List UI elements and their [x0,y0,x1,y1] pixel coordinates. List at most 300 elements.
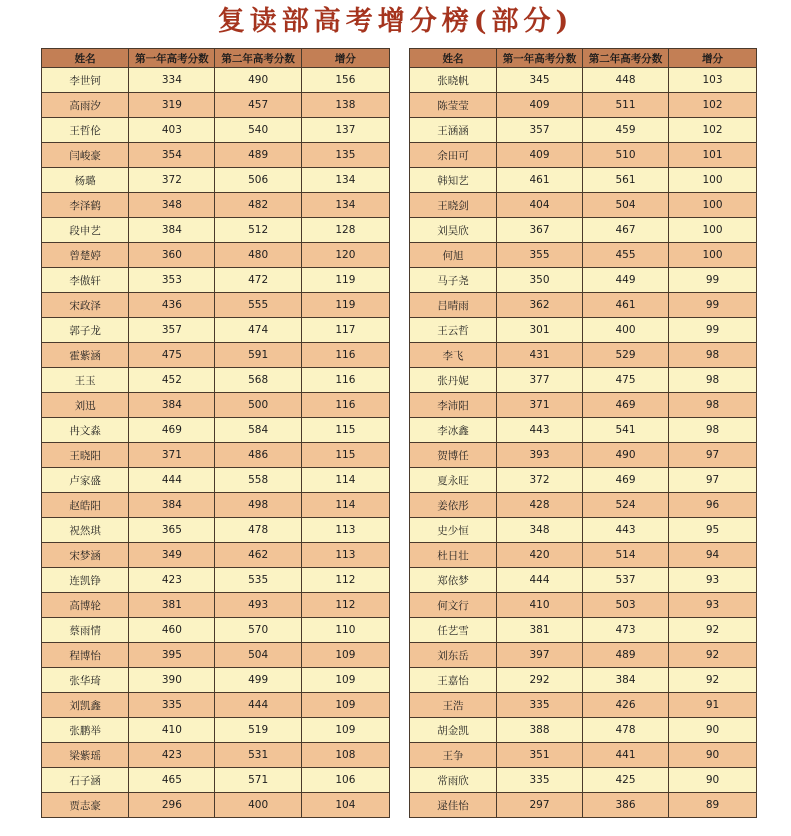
cell-name: 史少恒 [410,518,497,543]
cell-score-increase: 90 [669,743,757,768]
cell-second-year-score: 384 [583,668,669,693]
cell-first-year-score: 345 [497,68,583,93]
cell-second-year-score: 541 [583,418,669,443]
cell-second-year-score: 386 [583,793,669,818]
cell-score-increase: 108 [301,743,389,768]
table-row [42,368,390,393]
cell-score-increase: 92 [669,668,757,693]
cell-score-increase: 134 [301,168,389,193]
cell-name: 马子尧 [410,268,497,293]
cell-second-year-score: 500 [215,393,301,418]
cell-score-increase: 98 [669,343,757,368]
cell-second-year-score: 555 [215,293,301,318]
cell-second-year-score: 540 [215,118,301,143]
cell-name: 张丹妮 [410,368,497,393]
cell-first-year-score: 349 [129,543,215,568]
table-row [42,343,390,368]
cell-score-increase: 114 [301,468,389,493]
cell-score-increase: 134 [301,193,389,218]
header-name: 姓名 [42,49,129,68]
header-second-year-score: 第二年高考分数 [215,49,301,68]
cell-score-increase: 116 [301,343,389,368]
cell-name: 余田可 [410,143,497,168]
table-row [410,718,757,743]
cell-second-year-score: 537 [583,568,669,593]
cell-score-increase: 98 [669,368,757,393]
cell-second-year-score: 400 [583,318,669,343]
cell-name: 王云哲 [410,318,497,343]
cell-second-year-score: 535 [215,568,301,593]
table-row [410,643,757,668]
cell-score-increase: 97 [669,468,757,493]
cell-name: 常雨欣 [410,768,497,793]
table-row [410,768,757,793]
cell-name: 王涵涵 [410,118,497,143]
cell-first-year-score: 384 [129,493,215,518]
cell-second-year-score: 425 [583,768,669,793]
cell-score-increase: 138 [301,93,389,118]
cell-name: 李沛阳 [410,393,497,418]
cell-score-increase: 116 [301,393,389,418]
cell-second-year-score: 480 [215,243,301,268]
cell-score-increase: 156 [301,68,389,93]
cell-score-increase: 97 [669,443,757,468]
cell-score-increase: 109 [301,693,389,718]
cell-second-year-score: 512 [215,218,301,243]
cell-name: 逯佳怡 [410,793,497,818]
header-second-year-score: 第二年高考分数 [583,49,669,68]
table-row [42,593,390,618]
cell-first-year-score: 444 [497,568,583,593]
cell-name: 赵皓阳 [42,493,129,518]
cell-first-year-score: 388 [497,718,583,743]
cell-name: 卢家盛 [42,468,129,493]
cell-first-year-score: 335 [497,768,583,793]
cell-first-year-score: 348 [497,518,583,543]
cell-second-year-score: 441 [583,743,669,768]
cell-score-increase: 99 [669,268,757,293]
table-row [410,68,757,93]
cell-first-year-score: 371 [129,443,215,468]
cell-first-year-score: 292 [497,668,583,693]
cell-first-year-score: 410 [497,593,583,618]
cell-name: 刘东岳 [410,643,497,668]
cell-score-increase: 90 [669,768,757,793]
cell-second-year-score: 472 [215,268,301,293]
cell-second-year-score: 457 [215,93,301,118]
cell-name: 杨璐 [42,168,129,193]
cell-second-year-score: 400 [215,793,301,818]
table-row [42,143,390,168]
cell-score-increase: 98 [669,418,757,443]
header-score-increase: 增分 [301,49,389,68]
cell-name: 王嘉怡 [410,668,497,693]
cell-first-year-score: 351 [497,743,583,768]
cell-name: 任艺雪 [410,618,497,643]
cell-name: 贺博任 [410,443,497,468]
cell-first-year-score: 475 [129,343,215,368]
cell-name: 韩知艺 [410,168,497,193]
cell-first-year-score: 360 [129,243,215,268]
table-row [42,318,390,343]
cell-first-year-score: 319 [129,93,215,118]
cell-second-year-score: 443 [583,518,669,543]
table-row [410,318,757,343]
cell-second-year-score: 469 [583,393,669,418]
cell-first-year-score: 381 [497,618,583,643]
table-row [410,543,757,568]
cell-score-increase: 98 [669,393,757,418]
cell-first-year-score: 335 [497,693,583,718]
cell-name: 吕晴雨 [410,293,497,318]
cell-second-year-score: 510 [583,143,669,168]
cell-first-year-score: 381 [129,593,215,618]
cell-second-year-score: 504 [215,643,301,668]
cell-first-year-score: 334 [129,68,215,93]
table-row [42,468,390,493]
cell-name: 高雨汐 [42,93,129,118]
cell-first-year-score: 357 [497,118,583,143]
cell-score-increase: 103 [669,68,757,93]
cell-name: 张鹏举 [42,718,129,743]
cell-first-year-score: 355 [497,243,583,268]
cell-score-increase: 109 [301,643,389,668]
cell-second-year-score: 462 [215,543,301,568]
table-row [42,393,390,418]
cell-first-year-score: 423 [129,568,215,593]
cell-score-increase: 113 [301,543,389,568]
table-row [42,668,390,693]
table-row [42,493,390,518]
table-row [42,218,390,243]
cell-first-year-score: 390 [129,668,215,693]
table-row [410,143,757,168]
table-row [42,743,390,768]
cell-score-increase: 101 [669,143,757,168]
cell-score-increase: 94 [669,543,757,568]
cell-first-year-score: 469 [129,418,215,443]
cell-name: 王哲伦 [42,118,129,143]
cell-score-increase: 89 [669,793,757,818]
cell-second-year-score: 444 [215,693,301,718]
cell-first-year-score: 348 [129,193,215,218]
cell-first-year-score: 420 [497,543,583,568]
cell-second-year-score: 474 [215,318,301,343]
table-row [410,368,757,393]
cell-second-year-score: 568 [215,368,301,393]
cell-name: 段申艺 [42,218,129,243]
table-header-row [410,49,757,68]
cell-name: 何旭 [410,243,497,268]
table-row [410,343,757,368]
cell-name: 刘昊欣 [410,218,497,243]
cell-first-year-score: 423 [129,743,215,768]
cell-name: 李飞 [410,343,497,368]
table-row [42,643,390,668]
cell-second-year-score: 524 [583,493,669,518]
table-row [410,593,757,618]
cell-second-year-score: 426 [583,693,669,718]
cell-score-increase: 99 [669,318,757,343]
table-body-left [42,68,390,818]
cell-score-increase: 119 [301,293,389,318]
cell-second-year-score: 486 [215,443,301,468]
cell-second-year-score: 570 [215,618,301,643]
table-row [42,618,390,643]
cell-first-year-score: 353 [129,268,215,293]
cell-score-increase: 100 [669,168,757,193]
cell-first-year-score: 395 [129,643,215,668]
table-row [410,393,757,418]
cell-second-year-score: 558 [215,468,301,493]
page-title: 复读部高考增分榜(部分) [217,6,574,37]
header-first-year-score: 第一年高考分数 [129,49,215,68]
cell-score-increase: 109 [301,718,389,743]
cell-second-year-score: 514 [583,543,669,568]
cell-second-year-score: 490 [583,443,669,468]
cell-first-year-score: 403 [129,118,215,143]
cell-second-year-score: 448 [583,68,669,93]
cell-name: 冉文淼 [42,418,129,443]
table-row [42,268,390,293]
cell-second-year-score: 489 [215,143,301,168]
table-row [42,568,390,593]
cell-first-year-score: 354 [129,143,215,168]
cell-first-year-score: 301 [497,318,583,343]
table-row [42,168,390,193]
cell-first-year-score: 371 [497,393,583,418]
cell-first-year-score: 444 [129,468,215,493]
cell-score-increase: 109 [301,668,389,693]
cell-name: 刘凯鑫 [42,693,129,718]
table-row [410,218,757,243]
cell-score-increase: 92 [669,618,757,643]
table-row [42,443,390,468]
cell-first-year-score: 296 [129,793,215,818]
cell-name: 石子涵 [42,768,129,793]
table-row [42,718,390,743]
cell-second-year-score: 493 [215,593,301,618]
cell-score-increase: 135 [301,143,389,168]
cell-second-year-score: 506 [215,168,301,193]
table-row [410,443,757,468]
cell-name: 程博怡 [42,643,129,668]
cell-first-year-score: 443 [497,418,583,443]
cell-name: 姜依彤 [410,493,497,518]
cell-first-year-score: 350 [497,268,583,293]
table-row [42,543,390,568]
cell-first-year-score: 410 [129,718,215,743]
cell-score-increase: 112 [301,568,389,593]
cell-second-year-score: 461 [583,293,669,318]
cell-second-year-score: 459 [583,118,669,143]
table-row [42,93,390,118]
cell-name: 陈莹莹 [410,93,497,118]
cell-score-increase: 93 [669,568,757,593]
table-row [410,168,757,193]
cell-name: 宋梦涵 [42,543,129,568]
cell-score-increase: 100 [669,243,757,268]
cell-second-year-score: 473 [583,618,669,643]
cell-first-year-score: 460 [129,618,215,643]
cell-first-year-score: 404 [497,193,583,218]
cell-first-year-score: 431 [497,343,583,368]
table-row [410,268,757,293]
cell-name: 李傲轩 [42,268,129,293]
cell-second-year-score: 584 [215,418,301,443]
cell-name: 祝然琪 [42,518,129,543]
cell-score-increase: 137 [301,118,389,143]
cell-score-increase: 95 [669,518,757,543]
cell-score-increase: 100 [669,218,757,243]
cell-score-increase: 99 [669,293,757,318]
header-first-year-score: 第一年高考分数 [497,49,583,68]
cell-first-year-score: 428 [497,493,583,518]
cell-name: 胡金凯 [410,718,497,743]
cell-name: 王争 [410,743,497,768]
table-row [410,618,757,643]
cell-score-increase: 110 [301,618,389,643]
cell-second-year-score: 467 [583,218,669,243]
table-body-right [410,68,757,818]
cell-name: 王晓剑 [410,193,497,218]
cell-second-year-score: 482 [215,193,301,218]
cell-score-increase: 113 [301,518,389,543]
cell-score-increase: 112 [301,593,389,618]
table-row [42,693,390,718]
cell-score-increase: 119 [301,268,389,293]
table-row [42,293,390,318]
cell-name: 闫峻豪 [42,143,129,168]
cell-name: 张晓帆 [410,68,497,93]
cell-second-year-score: 478 [215,518,301,543]
cell-second-year-score: 498 [215,493,301,518]
table-row [42,243,390,268]
cell-score-increase: 92 [669,643,757,668]
cell-score-increase: 117 [301,318,389,343]
table-row [410,568,757,593]
cell-first-year-score: 452 [129,368,215,393]
cell-second-year-score: 591 [215,343,301,368]
header-name: 姓名 [410,49,497,68]
table-row [410,418,757,443]
cell-first-year-score: 393 [497,443,583,468]
cell-second-year-score: 478 [583,718,669,743]
table-row [410,743,757,768]
cell-name: 王晓阳 [42,443,129,468]
table-row [410,493,757,518]
table-row [410,518,757,543]
header-score-increase: 增分 [669,49,757,68]
cell-second-year-score: 455 [583,243,669,268]
cell-score-increase: 102 [669,118,757,143]
cell-second-year-score: 469 [583,468,669,493]
cell-second-year-score: 511 [583,93,669,118]
table-row [410,468,757,493]
cell-first-year-score: 367 [497,218,583,243]
cell-name: 李冰鑫 [410,418,497,443]
cell-first-year-score: 362 [497,293,583,318]
cell-score-increase: 91 [669,693,757,718]
table-row [42,768,390,793]
cell-first-year-score: 409 [497,143,583,168]
cell-second-year-score: 529 [583,343,669,368]
cell-first-year-score: 377 [497,368,583,393]
table-row [42,193,390,218]
score-table-left [41,48,390,818]
cell-name: 夏永旺 [410,468,497,493]
table-row [42,68,390,93]
score-table-right [409,48,757,818]
cell-second-year-score: 499 [215,668,301,693]
table-row [410,668,757,693]
table-row [410,118,757,143]
cell-name: 李世钶 [42,68,129,93]
cell-name: 王浩 [410,693,497,718]
cell-score-increase: 93 [669,593,757,618]
table-row [410,293,757,318]
cell-first-year-score: 384 [129,218,215,243]
cell-first-year-score: 335 [129,693,215,718]
cell-second-year-score: 489 [583,643,669,668]
cell-name: 梁紫瑶 [42,743,129,768]
table-row [410,793,757,818]
cell-first-year-score: 409 [497,93,583,118]
cell-name: 宋政泽 [42,293,129,318]
cell-score-increase: 106 [301,768,389,793]
cell-second-year-score: 449 [583,268,669,293]
table-row [42,418,390,443]
cell-score-increase: 100 [669,193,757,218]
cell-name: 霍紫涵 [42,343,129,368]
cell-score-increase: 115 [301,418,389,443]
table-row [410,693,757,718]
cell-first-year-score: 365 [129,518,215,543]
cell-name: 李泽鹤 [42,193,129,218]
cell-second-year-score: 503 [583,593,669,618]
table-row [410,243,757,268]
cell-first-year-score: 372 [129,168,215,193]
cell-name: 连凯铮 [42,568,129,593]
cell-score-increase: 128 [301,218,389,243]
cell-name: 蔡雨情 [42,618,129,643]
cell-name: 曾楚婷 [42,243,129,268]
cell-name: 张华琦 [42,668,129,693]
cell-name: 何文行 [410,593,497,618]
cell-first-year-score: 461 [497,168,583,193]
table-row [42,518,390,543]
table-header-row [42,49,390,68]
cell-first-year-score: 297 [497,793,583,818]
cell-first-year-score: 465 [129,768,215,793]
table-row [410,93,757,118]
cell-second-year-score: 504 [583,193,669,218]
cell-name: 高博轮 [42,593,129,618]
cell-first-year-score: 372 [497,468,583,493]
table-row [410,193,757,218]
cell-first-year-score: 436 [129,293,215,318]
cell-score-increase: 96 [669,493,757,518]
cell-name: 贾志豪 [42,793,129,818]
cell-score-increase: 104 [301,793,389,818]
cell-second-year-score: 531 [215,743,301,768]
cell-score-increase: 115 [301,443,389,468]
cell-second-year-score: 519 [215,718,301,743]
cell-name: 王玉 [42,368,129,393]
cell-score-increase: 120 [301,243,389,268]
cell-name: 郑依梦 [410,568,497,593]
cell-score-increase: 116 [301,368,389,393]
